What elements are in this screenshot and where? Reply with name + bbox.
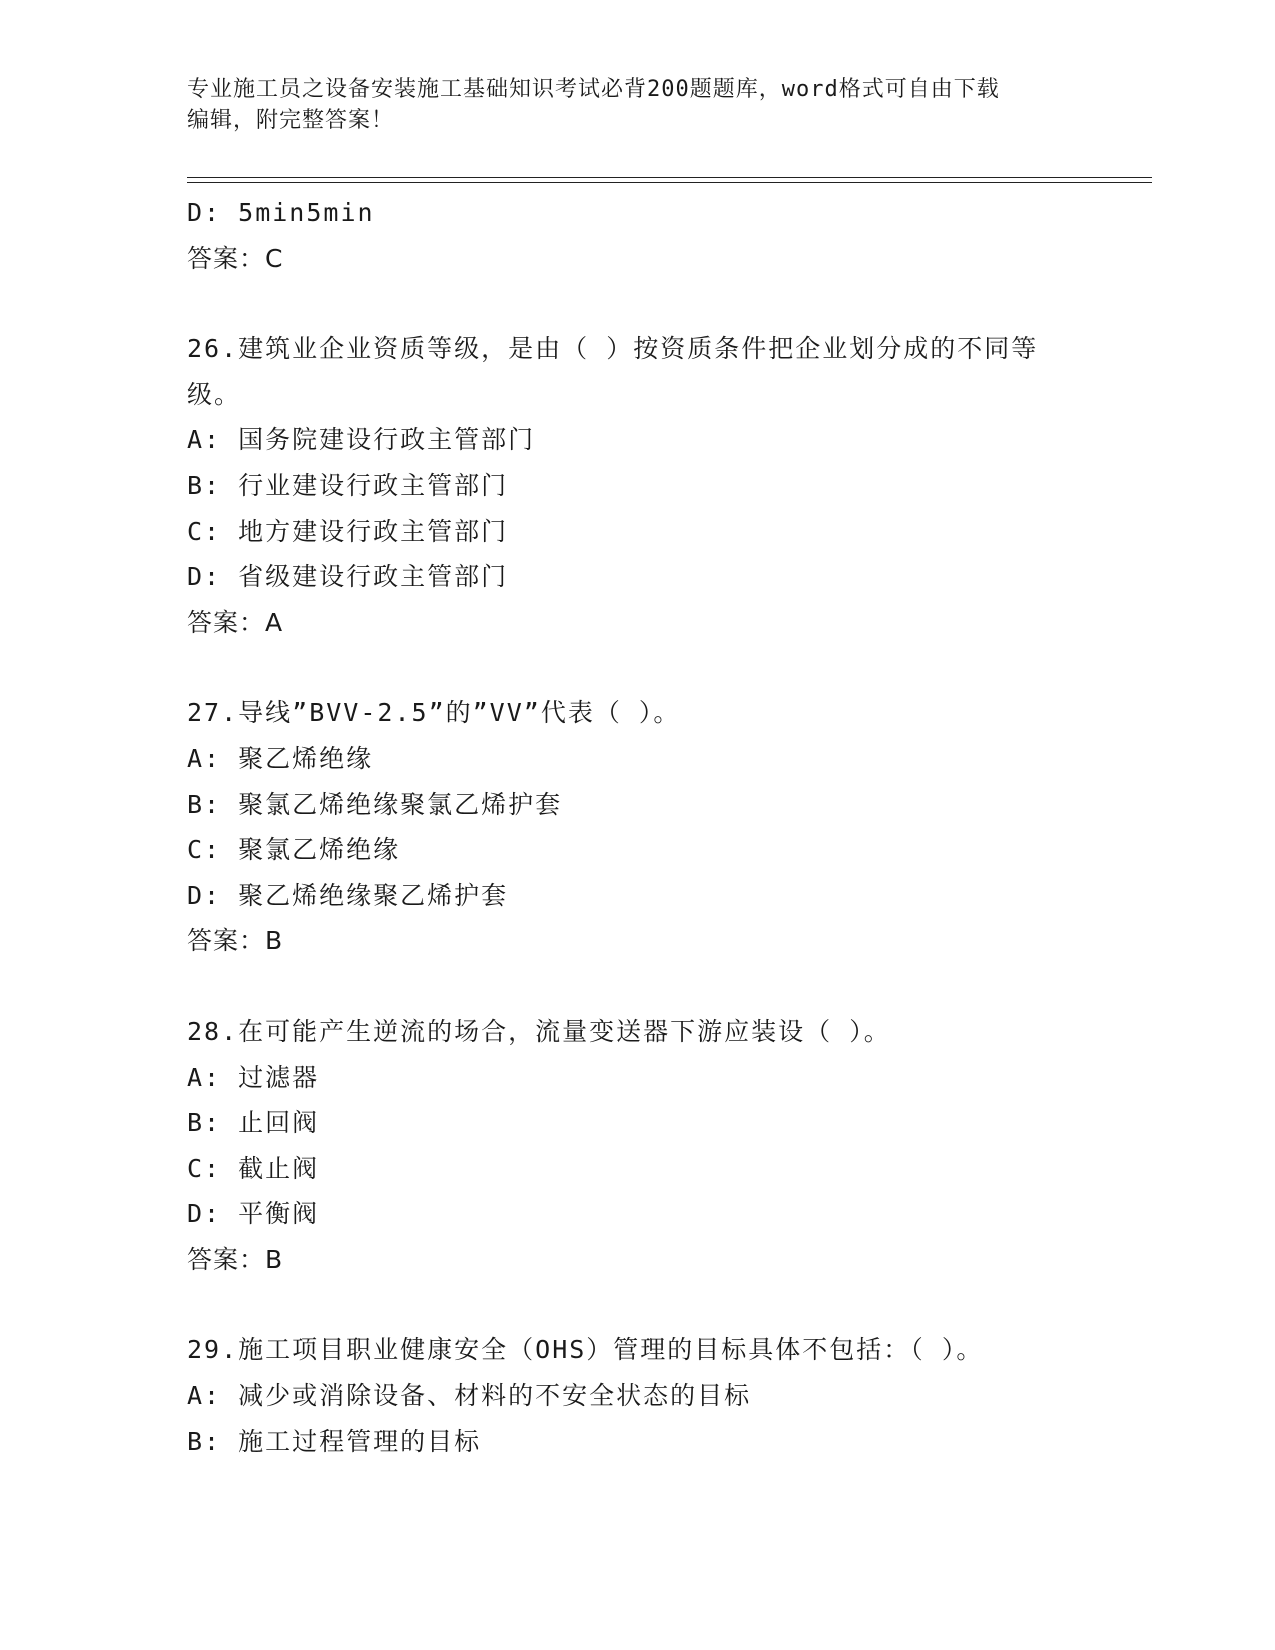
option-a: A: 国务院建设行政主管部门 <box>187 425 536 455</box>
option-c: C: 截止阀 <box>187 1153 320 1183</box>
question-28 <box>187 1009 1087 1283</box>
question-26 <box>187 326 1087 645</box>
option-c: C: 聚氯乙烯绝缘 <box>187 835 401 865</box>
header-divider-bottom <box>187 182 1152 183</box>
option-a: A: 过滤器 <box>187 1062 320 1092</box>
answer-line: 答案：A <box>187 607 284 637</box>
spacer <box>187 1282 1087 1327</box>
header-title-line-1: 专业施工员之设备安装施工基础知识考试必背200题题库，word格式可自由下载 <box>187 77 1000 102</box>
option-b: B: 施工过程管理的目标 <box>187 1426 482 1456</box>
question-27 <box>187 690 1087 964</box>
document-header <box>187 74 1087 136</box>
question-stem: 29.施工项目职业健康安全（OHS）管理的目标具体不包括：（ ）。 <box>187 1335 984 1365</box>
spacer <box>187 964 1087 1009</box>
question-stem: 27.导线”BVV-2.5”的”VV”代表（ ）。 <box>187 698 681 728</box>
option-d: D: 省级建设行政主管部门 <box>187 562 509 592</box>
answer-line: 答案：B <box>187 1244 284 1274</box>
prev-answer: 答案：C <box>187 243 284 273</box>
option-b: B: 止回阀 <box>187 1108 320 1138</box>
question-stem: 26.建筑业企业资质等级，是由（ ）按资质条件把企业划分成的不同等级。 <box>187 334 1039 409</box>
option-d: D: 平衡阀 <box>187 1199 320 1229</box>
question-list <box>187 190 1087 1464</box>
answer-line: 答案：B <box>187 926 284 956</box>
spacer <box>187 281 1087 326</box>
spacer <box>187 645 1087 690</box>
option-d: D: 聚乙烯绝缘聚乙烯护套 <box>187 880 509 910</box>
question-stem: 28.在可能产生逆流的场合，流量变送器下游应装设（ ）。 <box>187 1016 891 1046</box>
header-divider-top <box>187 177 1152 178</box>
question-29 <box>187 1327 1087 1464</box>
option-b: B: 聚氯乙烯绝缘聚氯乙烯护套 <box>187 789 563 819</box>
prev-option-d: D: 5min5min <box>187 198 375 227</box>
option-a: A: 聚乙烯绝缘 <box>187 743 374 773</box>
header-title-line-2: 编辑，附完整答案！ <box>187 108 395 133</box>
option-b: B: 行业建设行政主管部门 <box>187 470 509 500</box>
option-c: C: 地方建设行政主管部门 <box>187 516 509 546</box>
option-a: A: 减少或消除设备、材料的不安全状态的目标 <box>187 1381 752 1411</box>
